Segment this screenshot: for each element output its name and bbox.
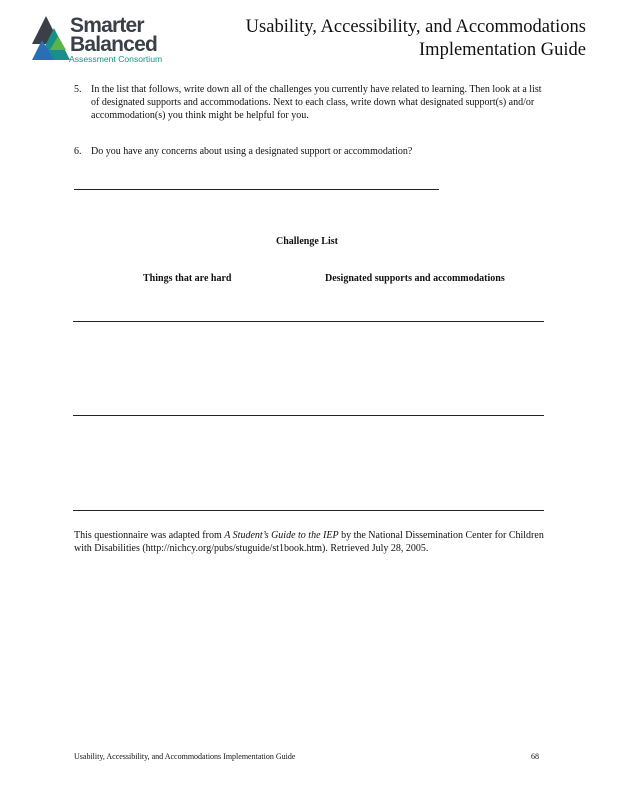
footnote-source-title: A Student’s Guide to the IEP bbox=[224, 530, 339, 541]
question-text: In the list that follows, write down all of the challenges you currently have related to learning. Then look at a list of designated supports and accommodations. Next to each class, write down what designated support(s) and/or accommodation(s) you think might be helpful for you. bbox=[91, 84, 542, 121]
document-title-line-2: Implementation Guide bbox=[419, 40, 586, 60]
document-title-line-1: Usability, Accessibility, and Accommodations bbox=[245, 17, 586, 37]
writing-line[interactable] bbox=[73, 321, 544, 322]
column-header-supports: Designated supports and accommodations bbox=[325, 273, 505, 284]
column-header-things-hard: Things that are hard bbox=[143, 273, 232, 284]
footnote-prefix: This questionnaire was adapted from bbox=[74, 530, 225, 541]
challenge-list-title: Challenge List bbox=[276, 236, 338, 247]
document-title bbox=[246, 16, 586, 62]
writing-line[interactable] bbox=[73, 510, 544, 511]
question-5 bbox=[74, 83, 554, 123]
source-footnote bbox=[74, 530, 544, 555]
footer-guide-title: Usability, Accessibility, and Accommodations Implementation Guide bbox=[74, 752, 296, 761]
page-number: 68 bbox=[531, 752, 539, 761]
question-text: Do you have any concerns about using a designated support or accommodation? bbox=[91, 146, 413, 157]
logo-subtitle: Assessment Consortium bbox=[69, 54, 163, 64]
footnote-suffix: by the National Dissemination Center for Children with Disabilities (http://nichcy.org/pubs/stuguide/st1book.htm). Retrieved July 28, 2005. bbox=[74, 530, 544, 554]
answer-line[interactable] bbox=[74, 189, 439, 190]
logo-word-smarter: Smarter bbox=[70, 14, 144, 37]
question-number: 5. bbox=[74, 84, 82, 95]
question-6 bbox=[74, 145, 554, 159]
logo-triangles-icon bbox=[32, 14, 72, 62]
logo-word-balanced: Balanced bbox=[70, 33, 157, 56]
writing-line[interactable] bbox=[73, 415, 544, 416]
smarter-balanced-logo bbox=[32, 12, 182, 64]
question-number: 6. bbox=[74, 146, 82, 157]
